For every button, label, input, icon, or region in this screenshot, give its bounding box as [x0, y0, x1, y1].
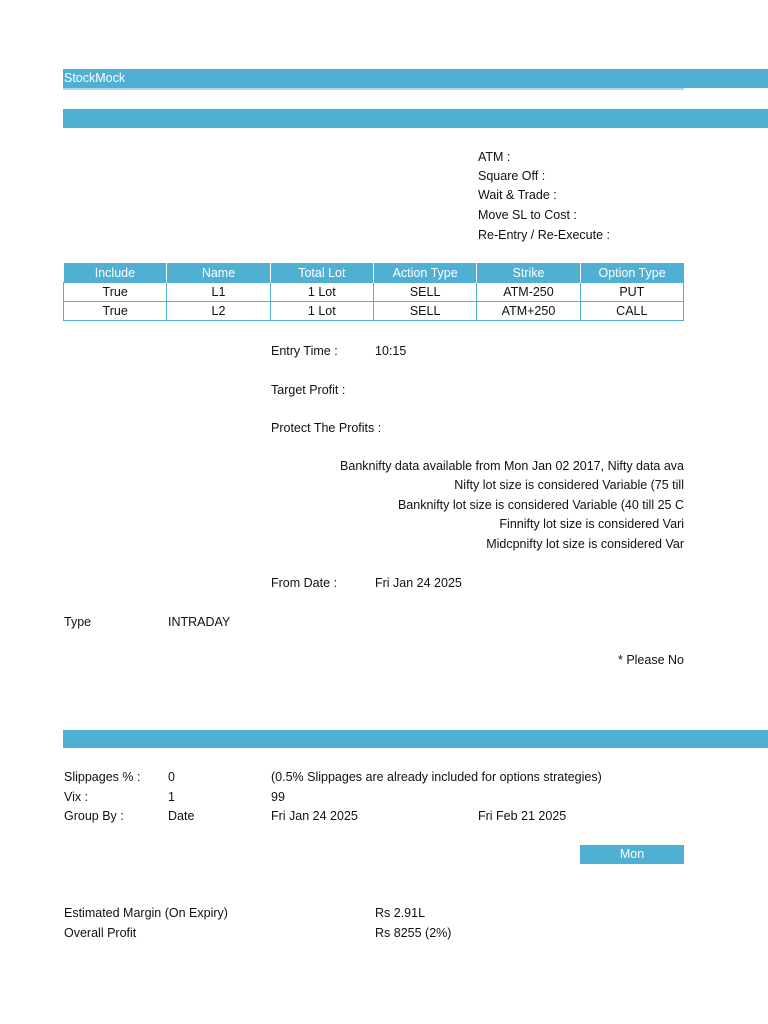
estimated-margin-label: Estimated Margin (On Expiry)	[64, 906, 228, 920]
reentry-label: Re-Entry / Re-Execute :	[478, 228, 610, 242]
slippages-label: Slippages % :	[64, 770, 141, 784]
cell-action-type: SELL	[373, 283, 476, 302]
table-row	[64, 283, 684, 302]
note-nifty-lot: Nifty lot size is considered Variable (75 till	[454, 478, 684, 492]
square-off-label: Square Off :	[478, 169, 546, 183]
group-from-date: Fri Jan 24 2025	[271, 809, 358, 823]
group-by-label: Group By :	[64, 809, 124, 823]
cell-strike: ATM-250	[477, 283, 580, 302]
table-header-row	[64, 263, 684, 283]
protect-profits-label: Protect The Profits :	[271, 421, 382, 435]
cell-include: True	[64, 283, 167, 302]
cell-option-type: PUT	[580, 283, 683, 302]
type-value: INTRADAY	[168, 615, 231, 629]
table-row	[64, 302, 684, 321]
day-mon-button[interactable]: Mon	[580, 845, 684, 864]
col-total-lot: Total Lot	[270, 263, 373, 283]
group-to-date: Fri Feb 21 2025	[478, 809, 567, 823]
cell-strike: ATM+250	[477, 302, 580, 321]
group-by-value: Date	[168, 809, 195, 823]
please-note: * Please No	[617, 653, 684, 667]
col-strike: Strike	[477, 263, 580, 283]
cell-include: True	[64, 302, 167, 321]
col-option-type: Option Type	[580, 263, 683, 283]
slippages-value: 0	[168, 770, 175, 784]
cell-action-type: SELL	[373, 302, 476, 321]
cell-total-lot: 1 Lot	[270, 302, 373, 321]
section-bar-top	[63, 109, 768, 128]
estimated-margin-value: Rs 2.91L	[375, 906, 426, 920]
divider-thin	[63, 88, 684, 90]
from-date-value: Fri Jan 24 2025	[375, 576, 462, 590]
overall-profit-value: Rs 8255 (2%)	[375, 926, 452, 940]
entry-time-value: 10:15	[375, 344, 407, 358]
note-finnifty-lot: Finnifty lot size is considered Vari	[499, 517, 684, 531]
brand-name: StockMock	[64, 71, 126, 85]
col-action-type: Action Type	[373, 263, 476, 283]
legs-table	[63, 263, 684, 321]
target-profit-label: Target Profit :	[271, 383, 346, 397]
overall-profit-label: Overall Profit	[64, 926, 137, 940]
col-name: Name	[167, 263, 270, 283]
vix-max-value: 99	[271, 790, 285, 804]
note-midcpnifty-lot: Midcpnifty lot size is considered Var	[486, 537, 684, 551]
cell-name: L2	[167, 302, 270, 321]
wait-trade-label: Wait & Trade :	[478, 188, 557, 202]
cell-total-lot: 1 Lot	[270, 283, 373, 302]
cell-name: L1	[167, 283, 270, 302]
move-sl-label: Move SL to Cost :	[478, 208, 577, 222]
brand-bar	[63, 69, 768, 88]
type-label: Type	[64, 615, 92, 629]
cell-option-type: CALL	[580, 302, 683, 321]
from-date-label: From Date :	[271, 576, 337, 590]
vix-min-value: 1	[168, 790, 175, 804]
entry-time-label: Entry Time :	[271, 344, 338, 358]
col-include: Include	[64, 263, 167, 283]
section-bar-results	[63, 730, 768, 748]
slippages-note: (0.5% Slippages are already included for options strategies)	[271, 770, 602, 784]
vix-label: Vix :	[64, 790, 89, 804]
note-data-availability: Banknifty data available from Mon Jan 02 2017, Nifty data ava	[340, 459, 684, 473]
atm-label: ATM :	[478, 150, 511, 164]
note-banknifty-lot: Banknifty lot size is considered Variable (40 till 25 C	[397, 498, 684, 512]
